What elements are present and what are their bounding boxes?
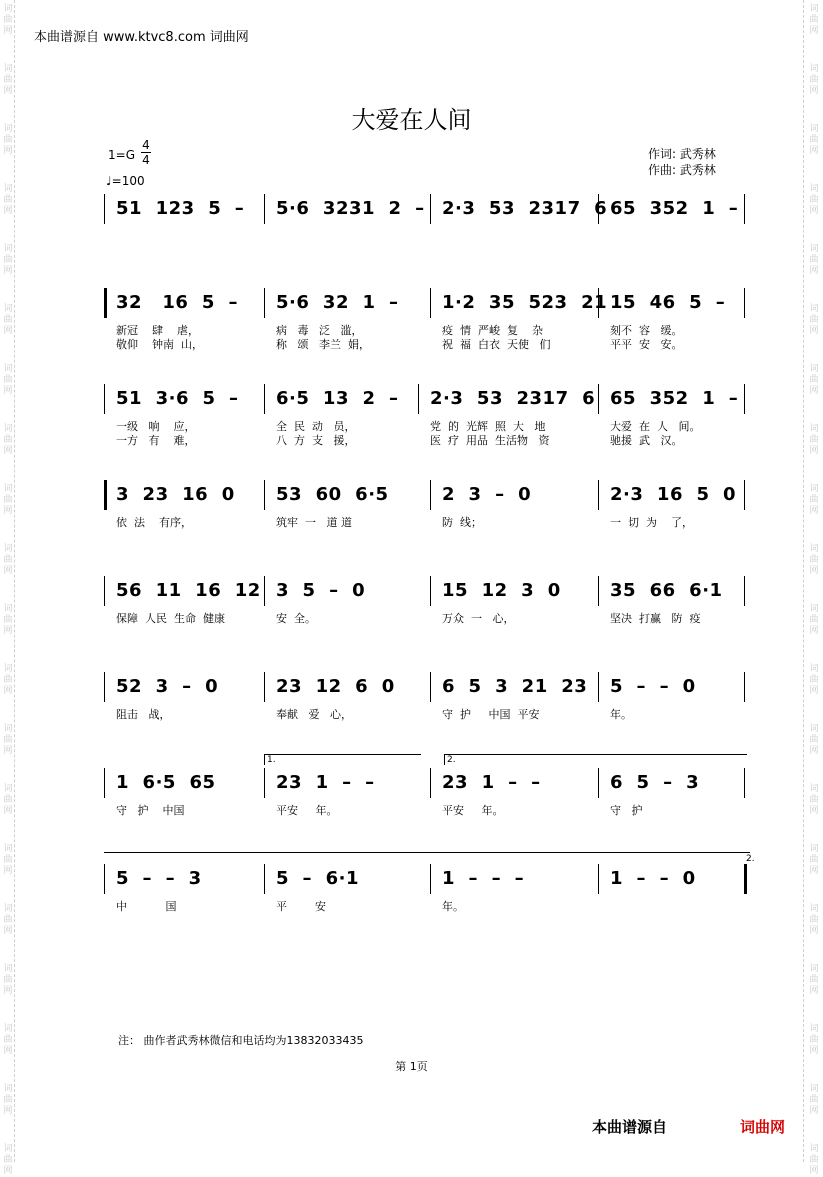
measure-notes: 1 – – 0 [610, 868, 696, 889]
lyric-line-1: 中 国 [116, 900, 177, 913]
watermark-text: 词 曲 网 [809, 1024, 819, 1056]
watermark-text: 词 曲 网 [809, 124, 819, 156]
lyric-line-2: 一方 有 难， [116, 434, 196, 447]
barline [104, 194, 105, 224]
watermark-text: 词 曲 网 [809, 304, 819, 336]
measure-notes: 1 – – – [442, 868, 525, 889]
lyric-line-1: 守 护 中国 平安 [442, 708, 540, 721]
measure-notes: 2·3 53 2317 6 [442, 198, 608, 219]
lyric-line-1: 一 切 为 了， [610, 516, 693, 529]
watermark-text: 词 曲 网 [809, 544, 819, 576]
watermark-text: 词 曲 网 [3, 1024, 13, 1056]
barline [744, 194, 745, 224]
credits [648, 146, 716, 178]
measure-notes: 5·6 3231 2 – [276, 198, 425, 219]
barline [430, 288, 431, 318]
watermark-text: 词 曲 网 [3, 64, 13, 96]
lyric-line-1: 保障 人民 生命 健康 [116, 612, 225, 625]
tempo-marking: ♩=100 [106, 174, 145, 188]
barline [598, 384, 599, 414]
lyric-line-1: 全 民 动 员， [276, 420, 356, 433]
measure-notes: 2·3 16 5 0 [610, 484, 737, 505]
lyric-line-1: 新冠 肆 虐， [116, 324, 199, 337]
key-signature: 1=G [108, 148, 135, 162]
measure-notes: 23 12 6 0 [276, 676, 395, 697]
lyric-line-1: 守 护 中国 [116, 804, 185, 817]
lyric-line-1: 阻击 战， [116, 708, 171, 721]
watermark-text: 词 曲 网 [809, 964, 819, 996]
barline [264, 288, 265, 318]
lyric-line-1: 奉献 爱 心， [276, 708, 352, 721]
measure-notes: 56 11 16 12 [116, 580, 261, 601]
watermark-text: 词 曲 网 [3, 604, 13, 636]
watermark-text: 词 曲 网 [3, 484, 13, 516]
lyric-line-1: 平 安 [276, 900, 326, 913]
source-header: 本曲谱源自 www.ktvc8.com 词曲网 [34, 30, 249, 45]
composer: 作曲: 武秀林 [648, 163, 716, 177]
lyric-line-1: 坚决 打赢 防 疫 [610, 612, 701, 625]
measure-notes: 3 5 – 0 [276, 580, 366, 601]
watermark-text: 词 曲 网 [3, 1084, 13, 1116]
lyric-line-2: 驰援 武 汉。 [610, 434, 683, 447]
barline [598, 672, 599, 702]
watermark-text: 词 曲 网 [809, 4, 819, 36]
lyric-line-1: 万众 一 心， [442, 612, 515, 625]
measure-notes: 5 – – 0 [610, 676, 696, 697]
barline [744, 576, 745, 606]
watermark-text: 词 曲 网 [3, 844, 13, 876]
barline [744, 672, 745, 702]
lyric-line-1: 平安 年。 [442, 804, 504, 817]
lyric-line-1: 依 法 有序， [116, 516, 192, 529]
lyric-line-2: 祝 福 白衣 天使 们 [442, 338, 551, 351]
barline [598, 576, 599, 606]
watermark-text: 词 曲 网 [809, 64, 819, 96]
barline [264, 576, 265, 606]
measure-notes: 15 46 5 – [610, 292, 726, 313]
barline [264, 672, 265, 702]
barline [744, 864, 747, 894]
footnote: 注： 曲作者武秀林微信和电话均为13832033435 [118, 1034, 364, 1047]
barline [598, 480, 599, 510]
measure-notes: 51 3·6 5 – [116, 388, 239, 409]
lyric-line-2: 平平 安 安。 [610, 338, 683, 351]
measure-notes: 2·3 53 2317 6 [430, 388, 596, 409]
measure-notes: 65 352 1 – [610, 198, 739, 219]
lyric-line-1: 年。 [442, 900, 464, 913]
barline [744, 384, 745, 414]
barline [744, 768, 745, 798]
watermark-text: 词 曲 网 [3, 664, 13, 696]
watermark-text: 词 曲 网 [809, 424, 819, 456]
watermark-text: 词 曲 网 [809, 664, 819, 696]
measure-notes: 1 6·5 65 [116, 772, 216, 793]
ending-bracket-line [104, 852, 750, 853]
watermark-text: 词 曲 网 [809, 724, 819, 756]
barline [598, 768, 599, 798]
measure-notes: 51 123 5 – [116, 198, 245, 219]
watermark-text: 词 曲 网 [3, 424, 13, 456]
barline [598, 864, 599, 894]
lyric-line-2: 八 方 支 援， [276, 434, 356, 447]
lyric-line-1: 安 全。 [276, 612, 316, 625]
lyric-line-2: 敬仰 钟南 山， [116, 338, 203, 351]
watermark-text: 词 曲 网 [809, 484, 819, 516]
watermark-text: 词 曲 网 [809, 184, 819, 216]
measure-notes: 35 66 6·1 [610, 580, 723, 601]
barline [104, 288, 107, 318]
watermark-text: 词 曲 网 [3, 184, 13, 216]
barline [104, 672, 105, 702]
barline [430, 480, 431, 510]
lyricist: 作词: 武秀林 [648, 147, 716, 161]
watermark-text: 词 曲 网 [3, 904, 13, 936]
measure-notes: 2 3 – 0 [442, 484, 532, 505]
lyric-line-2: 称 颂 李兰 娟， [276, 338, 370, 351]
lyric-line-1: 防 线； [442, 516, 482, 529]
watermark-text: 词 曲 网 [3, 1144, 13, 1176]
watermark-text: 词 曲 网 [809, 844, 819, 876]
page-number: 第 1页 [395, 1060, 428, 1073]
time-signature-top: 4 [142, 138, 150, 152]
measure-notes: 23 1 – – [276, 772, 375, 793]
barline [430, 672, 431, 702]
time-signature-bottom: 4 [142, 153, 150, 167]
barline [104, 768, 105, 798]
watermark-text: 词 曲 网 [809, 364, 819, 396]
watermark-text: 词 曲 网 [809, 1144, 819, 1176]
barline [744, 480, 745, 510]
lyric-line-1: 党 的 光辉 照 大 地 [430, 420, 546, 433]
measure-notes: 5 – 6·1 [276, 868, 359, 889]
measure-notes: 6 5 – 3 [610, 772, 700, 793]
measure-notes: 1·2 35 523 21 [442, 292, 608, 313]
watermark-text: 词 曲 网 [809, 604, 819, 636]
barline [418, 384, 419, 414]
volta-first-ending: 1. [264, 754, 421, 765]
lyric-line-1: 病 毒 泛 滥， [276, 324, 363, 337]
watermark-text: 词 曲 网 [3, 784, 13, 816]
measure-notes: 65 352 1 – [610, 388, 739, 409]
footer-source: 本曲谱源自 [592, 1118, 668, 1136]
lyric-line-1: 筑牢 一 道 道 [276, 516, 352, 529]
barline [430, 576, 431, 606]
measure-notes: 52 3 – 0 [116, 676, 219, 697]
song-title: 大爱在人间 [351, 106, 472, 134]
barline [430, 194, 431, 224]
watermark-text: 词 曲 网 [3, 364, 13, 396]
ending-mark: 2. [746, 854, 755, 864]
measure-notes: 23 1 – – [442, 772, 541, 793]
watermark-text: 词 曲 网 [3, 244, 13, 276]
lyric-line-1: 刻不 容 缓。 [610, 324, 683, 337]
watermark-text: 词 曲 网 [3, 544, 13, 576]
measure-notes: 6 5 3 21 23 [442, 676, 588, 697]
watermark-text: 词 曲 网 [809, 904, 819, 936]
watermark-text: 词 曲 网 [3, 304, 13, 336]
barline [104, 576, 105, 606]
lyric-line-1: 大爱 在 人 间。 [610, 420, 701, 433]
barline [264, 480, 265, 510]
lyric-line-1: 一级 响 应， [116, 420, 196, 433]
barline [264, 768, 265, 798]
measure-notes: 6·5 13 2 – [276, 388, 399, 409]
measure-notes: 32 16 5 – [116, 292, 238, 313]
barline [104, 384, 105, 414]
measure-notes: 15 12 3 0 [442, 580, 561, 601]
barline [104, 864, 105, 894]
watermark-text: 词 曲 网 [3, 4, 13, 36]
watermark-text: 词 曲 网 [809, 784, 819, 816]
barline [430, 864, 431, 894]
measure-notes: 53 60 6·5 [276, 484, 389, 505]
watermark-text: 词 曲 网 [809, 1084, 819, 1116]
lyric-line-1: 疫 情 严峻 复 杂 [442, 324, 543, 337]
watermark-text: 词 曲 网 [3, 964, 13, 996]
volta-second-ending: 2. [444, 754, 747, 765]
lyric-line-2: 医 疗 用品 生活物 资 [430, 434, 550, 447]
barline [264, 864, 265, 894]
watermark-text: 词 曲 网 [3, 124, 13, 156]
barline [264, 384, 265, 414]
lyric-line-1: 年。 [610, 708, 632, 721]
barline [264, 194, 265, 224]
time-signature [141, 138, 151, 167]
footer-brand: 词曲网 [740, 1118, 786, 1136]
measure-notes: 3 23 16 0 [116, 484, 235, 505]
barline [744, 288, 745, 318]
watermark-text: 词 曲 网 [809, 244, 819, 276]
lyric-line-1: 守 护 [610, 804, 643, 817]
watermark-text: 词 曲 网 [3, 724, 13, 756]
barline [104, 480, 107, 510]
lyric-line-1: 平安 年。 [276, 804, 338, 817]
measure-notes: 5·6 32 1 – [276, 292, 399, 313]
measure-notes: 5 – – 3 [116, 868, 202, 889]
barline [430, 768, 431, 798]
